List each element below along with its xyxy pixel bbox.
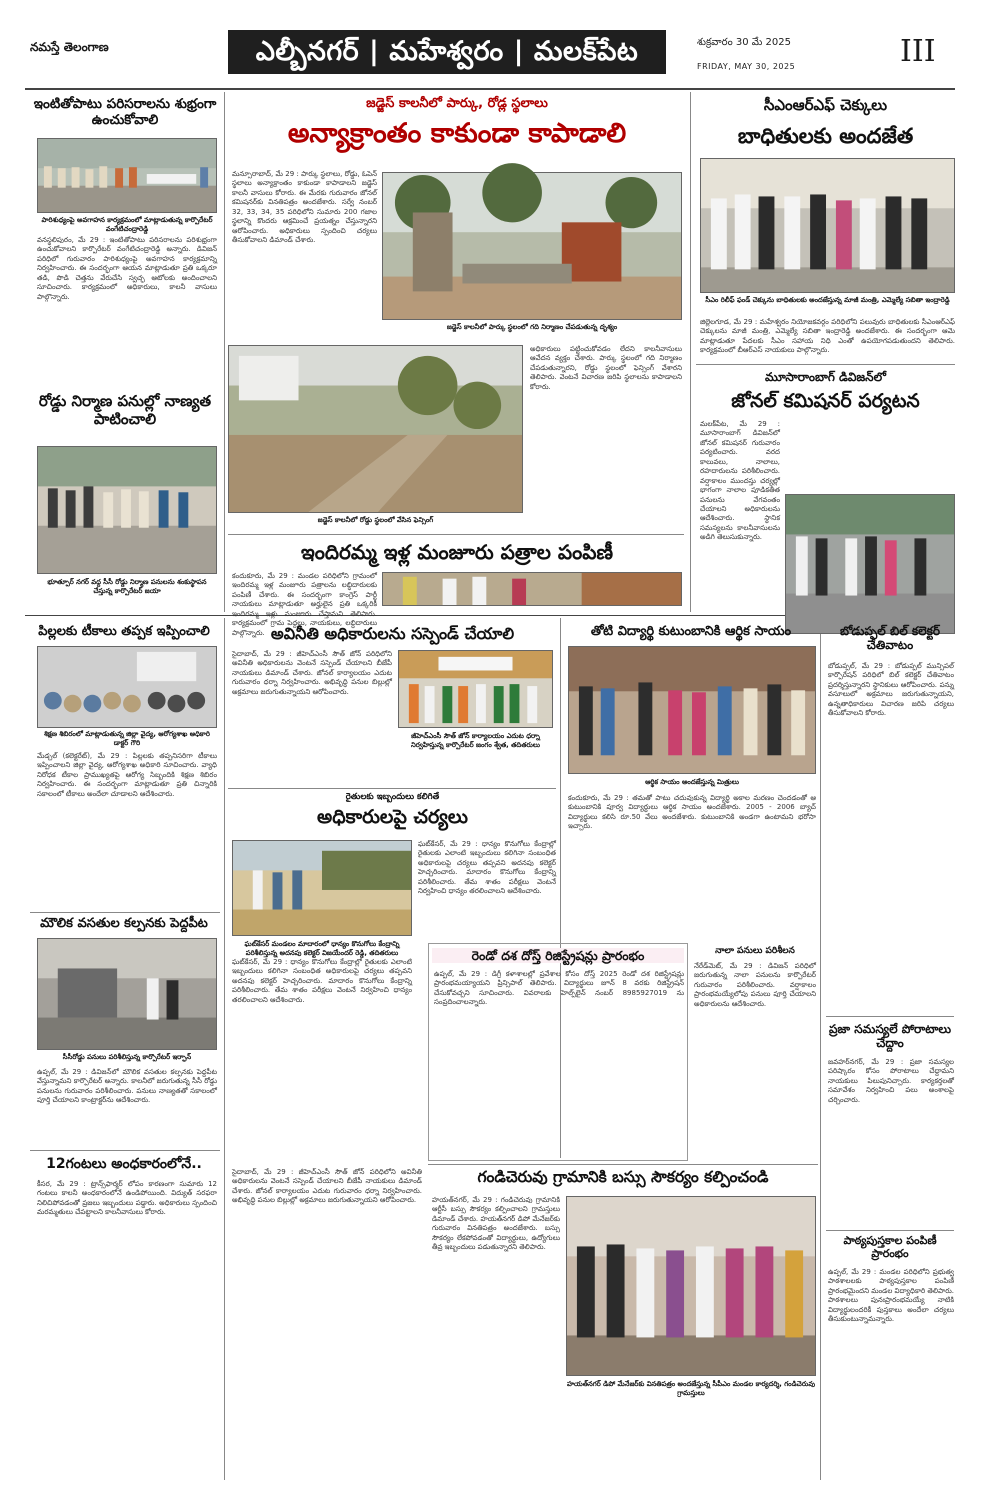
article-body: హయత్‌నగర్, మే 29 : గండిచెరువు గ్రామానికి ఆర్టీసీ బస్సు సౌకర్యం కల్పించాలని గ్రామస్తులు డిమాండ్ చేశారు. హయత్‌నగర్ డిపో మేనేజర్‌కు గురువారం వినతిపత్రం అందజేశారు. బస్సు సౌకర్యం లేకపోవడంతో విద్యార్థులు, ఉద్యోగులు తీవ్ర ఇబ్బందులు పడుతున్నారని తెలిపారు. (432, 1196, 560, 1252)
news-photo (785, 494, 955, 634)
news-photo (37, 446, 217, 574)
headline: తోటి విద్యార్థి కుటుంబానికి ఆర్థిక సాయం (590, 624, 792, 639)
headline: పాఠ్యపుస్తకాల పంపిణీ ప్రారంభం (843, 1234, 937, 1261)
col-divider (820, 618, 821, 1480)
news-photo (232, 840, 412, 936)
article-body: మేడ్చల్ (కలెక్టరేట్), మే 29 : పిల్లలకు తప్పనిసరిగా టీకాలు ఇప్పించాలని జిల్లా వైద్య, ఆరోగ్యశాఖ అధికారి సూచించారు. వ్యాధి నిరోధక టీకాల ప్రాముఖ్యతపై ఆరోగ్య సిబ్బందికి శిక్షణ శిబిరం నిర్వహించారు. ఈ సందర్భంగా మాట్లాడుతూ ప్రతి చిన్నారికి సకాలంలో టీకాలు అందేలా చూడాలని ఆదేశించారు. (37, 752, 217, 798)
news-photo (37, 938, 217, 1050)
news-photo (568, 646, 816, 774)
col-divider (224, 92, 225, 612)
news-photo (398, 650, 553, 728)
article-body: కీసర, మే 29 : ట్రాన్స్‌ఫార్మర్ లోపం కారణంగా సుమారు 12 గంటలు కాలనీ అంధకారంలోనే ఉండిపోయింది. విద్యుత్ సరఫరా నిలిచిపోవడంతో ప్రజలు ఇబ్బందులు పడ్డారు. అధికారులు స్పందించి మరమ్మతులు చేపట్టాలని కాలనీవాసులు కోరారు. (37, 1180, 217, 1217)
date-telugu: శుక్రవారం 30 మే 2025 (697, 37, 791, 48)
kicker: మూసారాంబాగ్ డివిజన్‌లో (765, 370, 886, 384)
article-body: వనస్థలిపురం, మే 29 : ఇంటితోపాటు పరిసరాలను పరిశుభ్రంగా ఉంచుకోవాలని కార్పొరేటర్ వంగేటిచంద్రారెడ్డి అన్నారు. డివిజన్ పరిధిలో గురువారం పారిశుధ్యంపై అవగాహన కార్యక్రమాన్ని నిర్వహించారు. ఈ సందర్భంగా ఆయన మాట్లాడుతూ ప్రతి ఒక్కరూ తడి, పొడి చెత్తను వేరుచేసి స్వచ్ఛ ఆటోలకు అందించాలని సూచించారు. కార్యక్రమంలో అధికారులు, కాలనీ వాసులు పాల్గొన్నారు. (37, 236, 217, 301)
kicker: రైతులకు ఇబ్బందులు కలిగితే (345, 792, 440, 802)
news-photo (700, 158, 955, 293)
headline: నాలా పనులు పరిశీలన (715, 946, 795, 956)
headline: అవినీతి అధికారులను సస్పెండ్ చేయాలి (270, 624, 515, 643)
headline: ప్రజా సమస్యలే పోరాటాలు చేద్దాం (828, 1022, 952, 1051)
article-body: ఉప్పల్, మే 29 : డిగ్రీ కళాశాలల్లో ప్రవేశాల కోసం దోస్త్ 2025 రెండో దశ రిజిస్ట్రేషన్లు ప్రారంభమయ్యాయని ప్రిన్సిపాల్ తెలిపారు. విద్యార్థులు జూన్ 8 వరకు రిజిస్ట్రేషన్ చేసుకోవచ్చని సూచించారు. వివరాలకు హెల్ప్‌లైన్ నంబర్ 8985927019 ను సంప్రదించాలన్నారు. (434, 970, 684, 1007)
photo-caption: జీహెచ్ఎంసీ సౌత్ జోన్ కార్యాలయం ఎదుట ధర్నా నిర్వహిస్తున్న కార్పొరేటర్ జంగం శ్వేత, తదితరులు (410, 732, 541, 749)
article-body: ఉప్పల్, మే 29 : డివిజన్‌లో మౌలిక వసతుల కల్పనకు పెద్దపీట వేస్తున్నామని కార్పొరేటర్ అన్నారు. కాలనీలో జరుగుతున్న సీసీ రోడ్డు పనులను గురువారం పరిశీలించారు. పనులు నాణ్యతతో సకాలంలో పూర్తి చేయాలని కాంట్రాక్టర్‌ను ఆదేశించారు. (37, 1068, 217, 1105)
article-body: ఘట్‌కేసర్, మే 29 : ధాన్యం కొనుగోలు కేంద్రాల్లో రైతులకు ఎలాంటి ఇబ్బందులు కలిగినా సంబంధిత అధికారులపై చర్యలు తప్పవని అదనపు కలెక్టర్ హెచ్చరించారు. మాదారం కొనుగోలు కేంద్రాన్ని పరిశీలించారు. తేమ శాతం పరీక్షలు వెంటనే నిర్వహించి ధాన్యం తరలించాలని ఆదేశించారు. (418, 840, 556, 896)
photo-caption: ఆర్థిక సాయం అందజేస్తున్న మిత్రులు (645, 778, 739, 786)
article-body-continued: సైదాబాద్, మే 29 : జీహెచ్ఎంసీ సౌత్ జోన్ పరిధిలోని అవినీతి అధికారులను వెంటనే సస్పెండ్ చేయాలని బీజేపీ నాయకులు డిమాండ్ చేశారు. జోనల్ కార్యాలయం ఎదుట గురువారం ధర్నా నిర్వహించారు. అభివృద్ధి పనుల బిల్లుల్లో అక్రమాలు జరుగుతున్నాయని ఆరోపించారు. (232, 1168, 422, 1205)
article-body: బోడుప్పల్, మే 29 : బోడుప్పల్ మున్సిపల్ కార్పొరేషన్ పరిధిలో బిల్ కలెక్టర్ చేతివాటం ప్రదర్శిస్తున్నారని స్థానికులు ఆరోపించారు. పన్ను వసూలులో అక్రమాలు జరుగుతున్నాయని, ఉన్నతాధికారులు విచారణ జరిపి చర్యలు తీసుకోవాలని కోరారు. (828, 662, 954, 718)
photo-caption: జడ్జెస్ కాలనీలో పార్కు స్థలంలో గది నిర్మాణం చేపడుతున్న దృశ్యం (446, 323, 618, 331)
paper-name: నమస్తే తెలంగాణ (30, 40, 109, 54)
headline: 12గంటలు అంధకారంలోనే.. (46, 1156, 202, 1172)
news-photo (37, 646, 217, 728)
masthead: ఎల్బీనగర్ | మహేశ్వరం | మలక్‌పేట (228, 30, 666, 74)
article-body: అధికారులు పట్టించుకోవడం లేదని కాలనీవాసులు ఆవేదన వ్యక్తం చేశారు. పార్కు స్థలంలో గది నిర్మాణం చేపడుతున్నారని, రోడ్డు స్థలంలో ఫెన్సింగ్ వేశారని తెలిపారు. వెంటనే విచారణ జరిపి స్థలాలను కాపాడాలని కోరారు. (530, 345, 682, 391)
article-body: కందుకూరు, మే 29 : తమతో పాటు చదువుకున్న విద్యార్థి అకాల మరణం చెందడంతో ఆ కుటుంబానికి పూర్వ విద్యార్థులు ఆర్థిక సాయం అందజేశారు. 2005 - 2006 బ్యాచ్ విద్యార్థులు కలిసి రూ.50 వేలు అందజేశారు. కుటుంబానికి అండగా ఉంటామని భరోసా ఇచ్చారు. (568, 794, 816, 831)
col-divider (690, 92, 691, 612)
article-body: నేరేడ్‌మెట్, మే 29 : డివిజన్ పరిధిలో జరుగుతున్న నాలా పనులను కార్పొరేటర్ గురువారం పరిశీలించారు. వర్షాకాలం ప్రారంభమయ్యేలోపు పనులు పూర్తి చేయాలని అధికారులను ఆదేశించారు. (694, 962, 816, 1008)
photo-caption: హయత్‌నగర్ డిపో మేనేజర్‌కు వినతిపత్రం అందజేస్తున్న సీపీఎం మండల కార్యదర్శి, గండిచెరువు గ్రామస్తులు (566, 1380, 815, 1397)
article-body: మలక్‌పేట, మే 29 : మూసారాంబాగ్ డివిజన్‌లో జోనల్ కమిషనర్ గురువారం పర్యటించారు. వరద కాలువలు, నాలాలు, రహదారులను పరిశీలించారు. వర్షాకాలం ముందస్తు చర్యల్లో భాగంగా నాలాల పూడికతీత పనులను వేగవంతం చేయాలని అధికారులను ఆదేశించారు. స్థానిక సమస్యలను కాలనీవాసులను అడిగి తెలుసుకున్నారు. (700, 420, 780, 542)
date-english: FRIDAY, MAY 30, 2025 (697, 62, 796, 71)
headline: బోడుప్పల్ బిల్ కలెక్టర్ చేతివాటం (839, 624, 941, 653)
kicker: జడ్జెస్ కాలనీలో పార్కు, రోడ్ల స్థలాలు (366, 96, 548, 111)
article-rule (696, 364, 955, 365)
header-rule (25, 88, 955, 90)
headline: అన్యాక్రాంతం కాకుండా కాపాడాలి (287, 118, 627, 149)
photo-caption: సీఎం రిలీఫ్ ఫండ్ చెక్కును బాధితులకు అందజేస్తున్న మాజీ మంత్రి, ఎమ్మెల్యే సబితా ఇంద్రారెడ్డి (705, 296, 950, 304)
headline: ఇంటితోపాటు పరిసరాలను శుభ్రంగా ఉంచుకోవాలి (33, 96, 217, 129)
news-photo (382, 172, 682, 320)
headline: అధికారులపై చర్యలు (317, 806, 468, 828)
article-rule (30, 912, 220, 913)
col-divider (224, 618, 225, 1480)
article-rule (228, 788, 556, 789)
article-body: ఉప్పల్, మే 29 : మండల పరిధిలోని ప్రభుత్వ పాఠశాలలకు పాఠ్యపుస్తకాల పంపిణీ ప్రారంభమైందని మండల విద్యాధికారి తెలిపారు. పాఠశాలలు పునఃప్రారంభమయ్యే నాటికి విద్యార్థులందరికీ పుస్తకాలు అందేలా చర్యలు తీసుకుంటున్నామన్నారు. (828, 1268, 954, 1324)
news-photo (566, 1196, 816, 1376)
headline: ఇందిరమ్మ ఇళ్ల మంజూరు పత్రాల పంపిణీ (300, 540, 613, 564)
photo-caption: సీసీరోడ్డు పనులు పరిశీలిస్తున్న కార్పొరేటర్ ఇర్ఫాన్ (62, 1053, 192, 1061)
article-rule (826, 1016, 954, 1017)
headline: బాధితులకు అందజేత (737, 124, 914, 148)
headline: పిల్లలకు టీకాలు తప్పక ఇప్పించాలి (38, 624, 210, 639)
page-number: III (900, 34, 936, 69)
article-body: సైదాబాద్, మే 29 : జీహెచ్ఎంసీ సౌత్ జోన్ పరిధిలోని అవినీతి అధికారులను వెంటనే సస్పెండ్ చేయాలని బీజేపీ నాయకులు డిమాండ్ చేశారు. జోనల్ కార్యాలయం ఎదుట గురువారం ధర్నా నిర్వహించారు. అభివృద్ధి పనుల బిల్లుల్లో అక్రమాలు జరుగుతున్నాయని ఆరోపించారు. (232, 650, 392, 696)
article-rule (228, 534, 684, 535)
article-rule (30, 1150, 220, 1151)
article-body-continued: ఘట్‌కేసర్, మే 29 : ధాన్యం కొనుగోలు కేంద్రాల్లో రైతులకు ఎలాంటి ఇబ్బందులు కలిగినా సంబంధిత అధికారులపై చర్యలు తప్పవని అదనపు కలెక్టర్ హెచ్చరించారు. మాదారం కొనుగోలు కేంద్రాన్ని పరిశీలించారు. తేమ శాతం పరీక్షలు వెంటనే నిర్వహించి ధాన్యం తరలించాలని ఆదేశించారు. (232, 958, 412, 1004)
kicker: సీఎంఆర్ఎఫ్ చెక్కులు (763, 96, 888, 114)
photo-caption: శిక్షణ శిబిరంలో మాట్లాడుతున్న జిల్లా వైద్య, ఆరోగ్యశాఖ అధికారి డాక్టర్ గౌరి (44, 730, 210, 747)
headline: రెండో దశ దోస్త్ రిజిస్ట్రేషన్లు ప్రారంభం (432, 948, 684, 963)
headline: గండిచెరువు గ్రామానికి బస్సు సౌకర్యం కల్పించండి (477, 1168, 769, 1186)
news-photo (228, 345, 523, 513)
news-photo (382, 572, 682, 606)
article-rule (826, 1230, 954, 1231)
headline: రోడ్డు నిర్మాణ పనుల్లో నాణ్యత పాటించాలి (38, 392, 212, 428)
photo-caption: భూత్పూర్ నగర్ వద్ద సీసీ రోడ్డు నిర్మాణ పనులను శంకుస్థాపన చేస్తున్న కార్పొరేటర్ జయా (47, 578, 207, 595)
article-body: మన్సూరాబాద్, మే 29 : పార్కు స్థలాలు, రోడ్డు, ఓపెన్ స్థలాలు అన్యాక్రాంతం కాకుండా కాపాడాలని జడ్జెస్ కాలనీ వాసులు కోరారు. ఈ మేరకు గురువారం జోనల్ కమిషనర్‌కు వినతిపత్రం అందజేశారు. సర్వే నంబర్ 32, 33, 34, 35 పరిధిలోని సుమారు 200 గజాల స్థలాన్ని కొందరు ఆక్రమించే ప్రయత్నం చేస్తున్నారని ఆరోపించారు. అధికారులు స్పందించి చర్యలు తీసుకోవాలని డిమాండ్ చేశారు. (232, 170, 377, 245)
headline: మౌలిక వసతుల కల్పనకు పెద్దపీట (40, 916, 208, 931)
article-body: జవహర్‌నగర్, మే 29 : ప్రజా సమస్యల పరిష్కారం కోసం పోరాటాలు చేద్దామని నాయకులు పిలుపునిచ్చారు. కార్యకర్తలతో సమావేశం నిర్వహించి పలు అంశాలపై చర్చించారు. (828, 1058, 954, 1104)
headline: జోనల్ కమిషనర్ పర్యటన (731, 390, 920, 412)
news-photo (37, 138, 217, 213)
photo-caption: ఘట్‌కేసర్ మండలం మాదారంలో ధాన్యం కొనుగోలు కేంద్రాన్ని పరిశీలిస్తున్న అదనపు కలెక్టర్ విజయేందర్ రెడ్డి, తదితరులు (244, 940, 400, 957)
photo-caption: పారిశుధ్యంపై అవగాహన కార్యక్రమంలో మాట్లాడుతున్న కార్పొరేటర్ వంగేటిచంద్రారెడ్డి (41, 216, 213, 233)
article-body: కందుకూరు, మే 29 : మండల పరిధిలోని గ్రామంలో ఇందిరమ్మ ఇళ్ల మంజూరు పత్రాలను లబ్ధిదారులకు పంపిణీ చేశారు. ఈ సందర్భంగా కాంగ్రెస్ పార్టీ నాయకులు మాట్లాడుతూ అర్హులైన ప్రతి ఒక్కరికీ ఇందిరమ్మ ఇళ్లు మంజూరు చేస్తామని తెలిపారు. కార్యక్రమంలో గ్రామ పెద్దలు, నాయకులు, లబ్ధిదారులు పాల్గొన్నారు. (232, 572, 377, 637)
photo-caption: జడ్జెస్ కాలనీలో రోడ్డు స్థలంలో వేసిన ఫెన్సింగ్ (317, 516, 434, 524)
dateline (697, 36, 795, 71)
article-rule (428, 1164, 818, 1165)
article-body: జిల్లెలగూడ, మే 29 : మహేశ్వరం నియోజకవర్గం పరిధిలోని పలువురు బాధితులకు సీఎంఆర్ఎఫ్ చెక్కులను మాజీ మంత్రి, ఎమ్మెల్యే సబితా ఇంద్రారెడ్డి అందజేశారు. ఈ సందర్భంగా ఆమె మాట్లాడుతూ పేదలకు సీఎం సహాయ నిధి ఎంతో ఉపయోగపడుతుందని తెలిపారు. కార్యక్రమంలో బీఆర్ఎస్ నాయకులు పాల్గొన్నారు. (700, 318, 955, 355)
